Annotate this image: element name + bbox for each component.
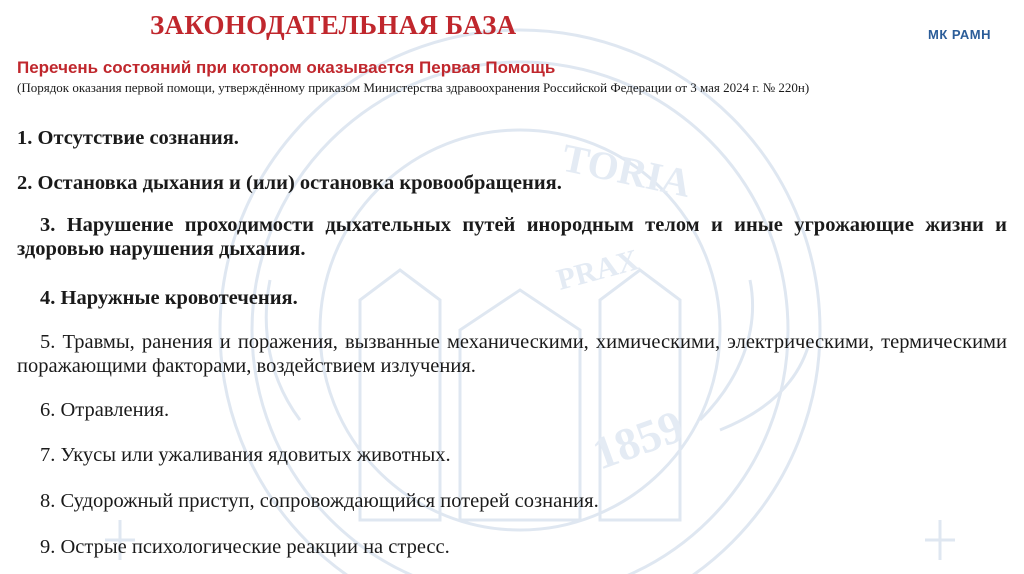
- legal-reference-note: (Порядок оказания первой помощи, утверждённому приказом Министерства здравоохранения Российской Федерации от 3 мая 2024 г. № 220н): [17, 80, 810, 95]
- slide-title: ЗАКОНОДАТЕЛЬНАЯ БАЗА: [150, 10, 517, 40]
- slide-subtitle: Перечень состояний при котором оказывается Первая Помощь: [17, 58, 556, 77]
- list-item: 4. Наружные кровотечения.: [40, 287, 298, 309]
- list-item: 2. Остановка дыхания и (или) остановка кровообращения.: [17, 172, 562, 194]
- brand-logo-text: МК РАМН: [928, 27, 992, 42]
- svg-text:PRAX: PRAX: [553, 243, 643, 297]
- list-item: 8. Судорожный приступ, сопровождающийся потерей сознания.: [40, 490, 599, 512]
- list-item: 7. Укусы или ужаливания ядовитых животных.: [40, 444, 451, 466]
- list-item: 9. Острые психологические реакции на стресс.: [40, 536, 450, 558]
- conditions-list: [17, 118, 1007, 559]
- list-item: 3. Нарушение проходимости дыхательных путей инородным телом и иные угрожающие жизни и здоровью нарушения дыхания.: [17, 214, 1007, 260]
- svg-text:TORIA: TORIA: [558, 134, 696, 206]
- list-item: 1. Отсутствие сознания.: [17, 127, 239, 149]
- list-item: 5. Травмы, ранения и поражения, вызванные механическими, химическими, электрическими, термическими поражающими факторами, воздействием излучения.: [17, 331, 1007, 377]
- svg-text:1859: 1859: [585, 400, 690, 480]
- list-item: 6. Отравления.: [40, 399, 170, 421]
